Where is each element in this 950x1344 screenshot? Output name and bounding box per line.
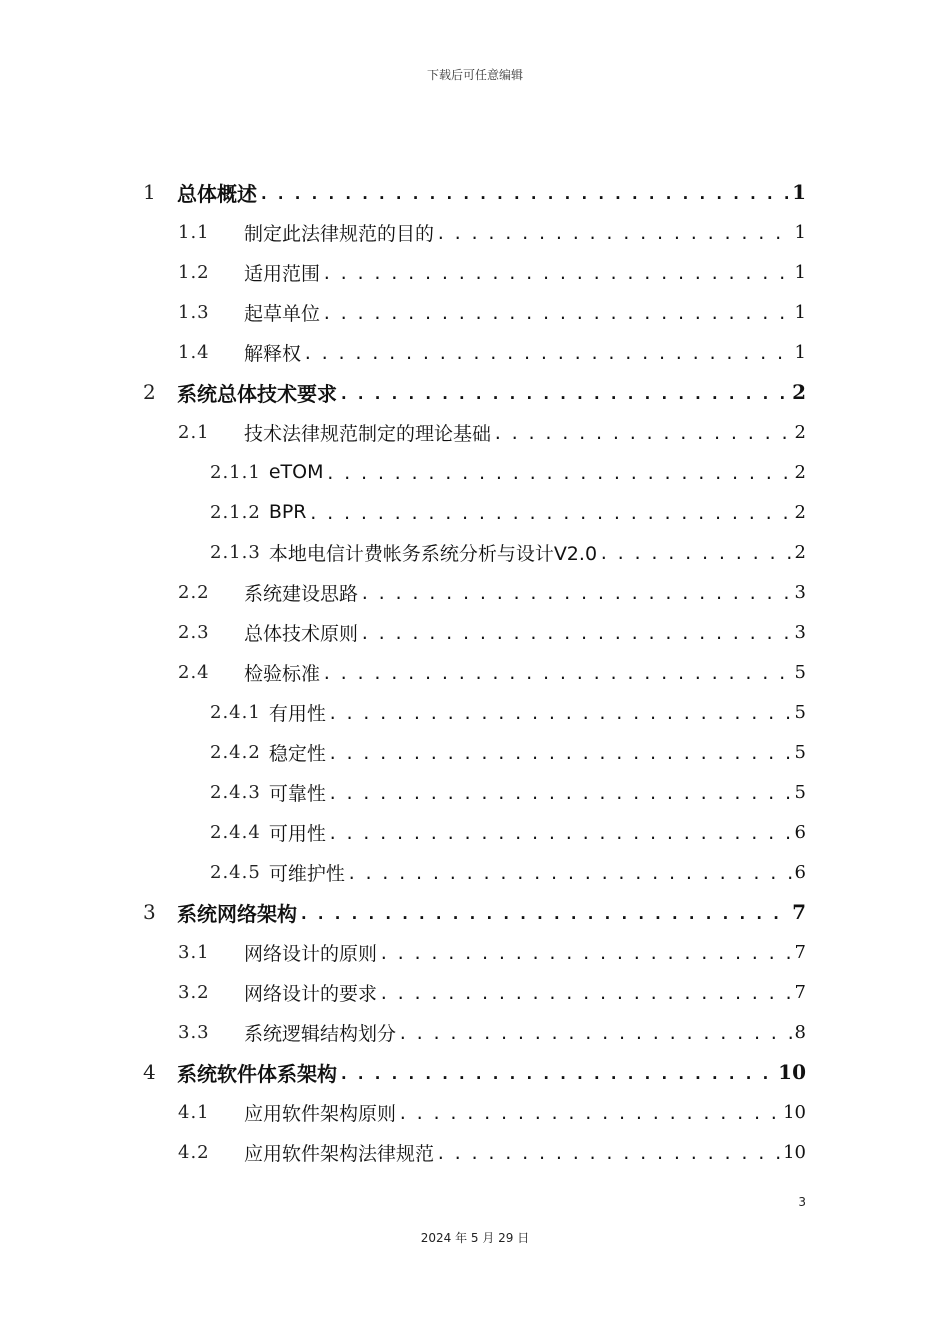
toc-entry[interactable] [210,692,806,732]
toc-leader [379,940,793,964]
toc-number: 1.2 [178,261,210,283]
toc-leader [347,860,793,884]
toc-entry[interactable] [178,932,806,972]
toc-title: 起草单位 [244,302,321,325]
toc-number: 4 [143,1060,157,1084]
toc-entry[interactable] [143,1052,806,1092]
toc-page: 10 [783,1101,806,1123]
toc-title: 稳定性 [268,742,326,765]
toc-page: 1 [794,221,806,243]
toc-number: 3 [143,900,157,924]
toc-leader [322,260,793,284]
toc-leader [325,460,792,484]
page-footer-date: 2024 年 5 月 29 日 [420,1231,530,1245]
toc-page: 3 [794,621,806,643]
toc-leader [322,300,793,324]
toc-title: 检验标准 [244,662,321,685]
toc-leader [259,180,790,204]
toc-entry[interactable] [210,772,806,812]
toc-leader [360,620,793,644]
toc-number: 4.1 [178,1101,210,1123]
toc-number: 2.1.3 [210,541,261,563]
toc-leader [328,740,793,764]
toc-leader [360,580,793,604]
toc-title: 有用性 [268,702,326,725]
toc-entry[interactable] [178,292,806,332]
toc-title: 应用软件架构法律规范 [244,1142,435,1165]
page-header: 下载后可任意编辑 [426,68,523,82]
toc-number: 3.2 [178,981,210,1003]
toc-page: 8 [794,1021,806,1043]
toc-leader [328,820,793,844]
toc-title: 网络设计的要求 [244,982,378,1005]
toc-number: 4.2 [178,1141,210,1163]
toc-page: 7 [792,900,806,924]
toc-page: 10 [783,1141,806,1163]
toc-title: 技术法律规范制定的理论基础 [244,422,492,445]
toc-title: BPR [268,501,307,523]
toc-title: 适用范围 [244,262,321,285]
toc-entry[interactable] [210,492,806,532]
toc-leader [322,660,793,684]
toc-leader [299,900,790,924]
toc-leader [309,500,793,524]
toc-entry[interactable] [178,1132,806,1172]
toc-number: 2.3 [178,621,210,643]
toc-entry[interactable] [178,572,806,612]
toc-entry[interactable] [143,372,806,412]
toc-entry[interactable] [178,212,806,252]
toc-leader [328,700,793,724]
toc-number: 2.4.4 [210,821,261,843]
toc-number: 2.1.2 [210,501,261,523]
toc-entry[interactable] [210,812,806,852]
toc-entry[interactable] [178,412,806,452]
toc-leader [493,420,793,444]
toc-title: 应用软件架构原则 [244,1102,397,1125]
toc-title: 可维护性 [268,862,345,885]
toc-entry[interactable] [210,732,806,772]
toc-number: 2.4.2 [210,741,261,763]
toc-page: 1 [792,180,806,204]
toc-title: 网络设计的原则 [244,942,378,965]
toc-number: 1 [143,180,157,204]
toc-number: 3.3 [178,1021,210,1043]
toc-title: 解释权 [244,342,302,365]
toc-number: 1.1 [178,221,210,243]
toc-number: 1.4 [178,341,210,363]
toc-entry[interactable] [178,252,806,292]
toc-page: 2 [794,501,806,523]
toc-leader [436,1140,781,1164]
toc-leader [398,1100,781,1124]
toc-entry[interactable] [178,332,806,372]
toc-number: 3.1 [178,941,210,963]
toc-leader [339,380,790,404]
toc-title: 系统网络架构 [177,901,297,926]
toc-title: 系统软件体系架构 [177,1061,337,1086]
toc-entry[interactable] [210,852,806,892]
toc-leader [379,980,793,1004]
toc-leader [599,540,793,564]
toc-number: 2.1 [178,421,210,443]
toc-page: 2 [794,421,806,443]
toc-page: 1 [794,261,806,283]
toc-page: 5 [794,701,806,723]
toc-page: 2 [792,380,806,404]
toc-page: 3 [794,581,806,603]
toc-title: 系统逻辑结构划分 [244,1022,397,1045]
toc-entry[interactable] [178,1012,806,1052]
toc-title: 制定此法律规范的目的 [244,222,435,245]
toc-title: 本地电信计费帐务系统分析与设计V2.0 [268,542,598,565]
toc-page: 5 [794,781,806,803]
toc-page: 1 [794,341,806,363]
toc-entry[interactable] [178,972,806,1012]
toc-entry[interactable] [210,452,806,492]
toc-page: 7 [794,981,806,1003]
toc-page: 6 [794,821,806,843]
toc-title: 总体技术原则 [244,622,359,645]
toc-leader [303,340,793,364]
toc-number: 2.2 [178,581,210,603]
toc-page: 2 [794,461,806,483]
toc-leader [328,780,793,804]
toc-leader [436,220,793,244]
toc-title: 总体概述 [177,181,257,206]
toc-number: 2.1.1 [210,461,261,483]
toc-entry[interactable] [210,532,806,572]
toc-page: 2 [794,541,806,563]
toc-number: 2.4.5 [210,861,261,883]
toc-leader [339,1060,776,1084]
toc-page: 6 [794,861,806,883]
toc-title: 系统总体技术要求 [177,381,337,406]
toc-page: 7 [794,941,806,963]
toc-page: 5 [794,741,806,763]
toc-title: 可用性 [268,822,326,845]
toc-entry[interactable] [178,652,806,692]
toc-number: 2.4.1 [210,701,261,723]
toc-page: 1 [794,301,806,323]
toc-title: 系统建设思路 [244,582,359,605]
toc-page: 5 [794,661,806,683]
page-number: 3 [798,1195,806,1209]
toc-page: 10 [778,1060,806,1084]
toc-number: 2.4.3 [210,781,261,803]
toc-entry[interactable] [178,1092,806,1132]
toc-title: eTOM [268,461,324,483]
toc-entry[interactable] [143,172,806,212]
toc-entry[interactable] [143,892,806,932]
toc-number: 2.4 [178,661,210,683]
toc-leader [398,1020,793,1044]
toc-number: 2 [143,380,157,404]
toc-entry[interactable] [178,612,806,652]
toc-number: 1.3 [178,301,210,323]
toc-title: 可靠性 [268,782,326,805]
